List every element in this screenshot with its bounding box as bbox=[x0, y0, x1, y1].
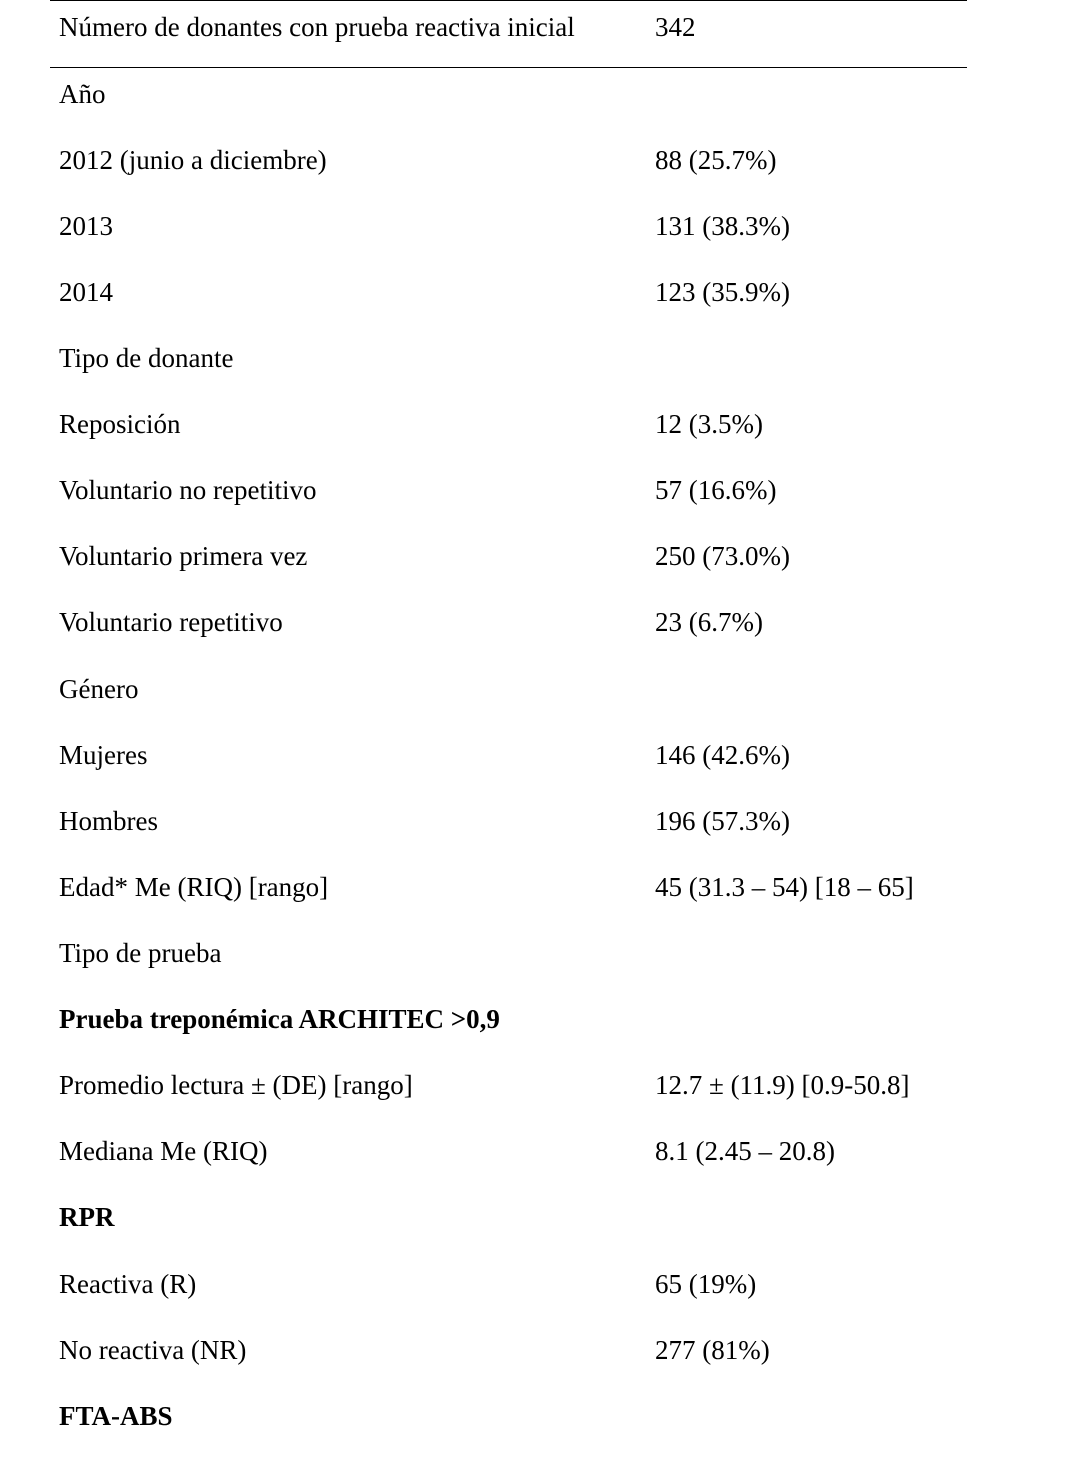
row-value: 23 (6.7%) bbox=[655, 607, 763, 637]
row-value: 88 (25.7%) bbox=[655, 145, 777, 175]
row-label: Tipo de donante bbox=[59, 343, 234, 373]
row-value: 342 bbox=[655, 12, 696, 42]
section-heading: Prueba treponémica ARCHITEC >0,9 bbox=[59, 1004, 500, 1034]
table-row bbox=[50, 1204, 967, 1270]
row-label: Promedio lectura ± (DE) [rango] bbox=[59, 1070, 413, 1100]
row-label: Edad* Me (RIQ) [rango] bbox=[59, 872, 329, 902]
table-row bbox=[50, 940, 967, 1006]
table-top-rule bbox=[50, 0, 967, 1]
row-value: 123 (35.9%) bbox=[655, 277, 790, 307]
row-label: 2012 (junio a diciembre) bbox=[59, 145, 327, 175]
row-label: 2014 bbox=[59, 277, 113, 307]
table-row bbox=[50, 411, 967, 477]
table-row bbox=[50, 543, 967, 609]
row-label: Voluntario no repetitivo bbox=[59, 475, 317, 505]
table-row bbox=[50, 147, 967, 213]
row-label: Mujeres bbox=[59, 740, 148, 770]
row-label: Reposición bbox=[59, 409, 181, 439]
table-row bbox=[50, 345, 967, 411]
row-label: No reactiva (NR) bbox=[59, 1335, 247, 1365]
row-value: 65 (19%) bbox=[655, 1269, 757, 1299]
row-label: Hombres bbox=[59, 806, 158, 836]
row-value: 57 (16.6%) bbox=[655, 475, 777, 505]
table-row bbox=[50, 1006, 967, 1072]
row-value: 277 (81%) bbox=[655, 1335, 770, 1365]
table-row bbox=[50, 1403, 967, 1469]
row-label: Número de donantes con prueba reactiva inicial bbox=[59, 12, 575, 42]
row-value: 8.1 (2.45 – 20.8) bbox=[655, 1136, 835, 1166]
row-value: 250 (73.0%) bbox=[655, 541, 790, 571]
table-row bbox=[50, 81, 967, 147]
table-row bbox=[50, 742, 967, 808]
row-label: Tipo de prueba bbox=[59, 938, 222, 968]
row-label: Género bbox=[59, 674, 139, 704]
table-row bbox=[50, 808, 967, 874]
row-value: 131 (38.3%) bbox=[655, 211, 790, 241]
table-row bbox=[50, 609, 967, 675]
row-value: 196 (57.3%) bbox=[655, 806, 790, 836]
section-heading: RPR bbox=[59, 1202, 115, 1232]
row-value: 146 (42.6%) bbox=[655, 740, 790, 770]
row-label: Reactiva (R) bbox=[59, 1269, 197, 1299]
table-row bbox=[50, 14, 967, 80]
row-label: Año bbox=[59, 79, 106, 109]
table-row bbox=[50, 213, 967, 279]
table-row bbox=[50, 477, 967, 543]
row-value: 45 (31.3 – 54) [18 – 65] bbox=[655, 872, 914, 902]
table-row bbox=[50, 1271, 967, 1337]
table-row bbox=[50, 1072, 967, 1138]
table-row bbox=[50, 676, 967, 742]
table-row bbox=[50, 279, 967, 345]
row-label: Voluntario repetitivo bbox=[59, 607, 283, 637]
row-label: 2013 bbox=[59, 211, 113, 241]
row-label: Mediana Me (RIQ) bbox=[59, 1136, 268, 1166]
table-row bbox=[50, 874, 967, 940]
table-row bbox=[50, 1337, 967, 1403]
row-value: 12 (3.5%) bbox=[655, 409, 763, 439]
row-label: Voluntario primera vez bbox=[59, 541, 308, 571]
table-row bbox=[50, 1138, 967, 1204]
row-value: 12.7 ± (11.9) [0.9-50.8] bbox=[655, 1070, 910, 1100]
section-heading: FTA-ABS bbox=[59, 1401, 173, 1431]
